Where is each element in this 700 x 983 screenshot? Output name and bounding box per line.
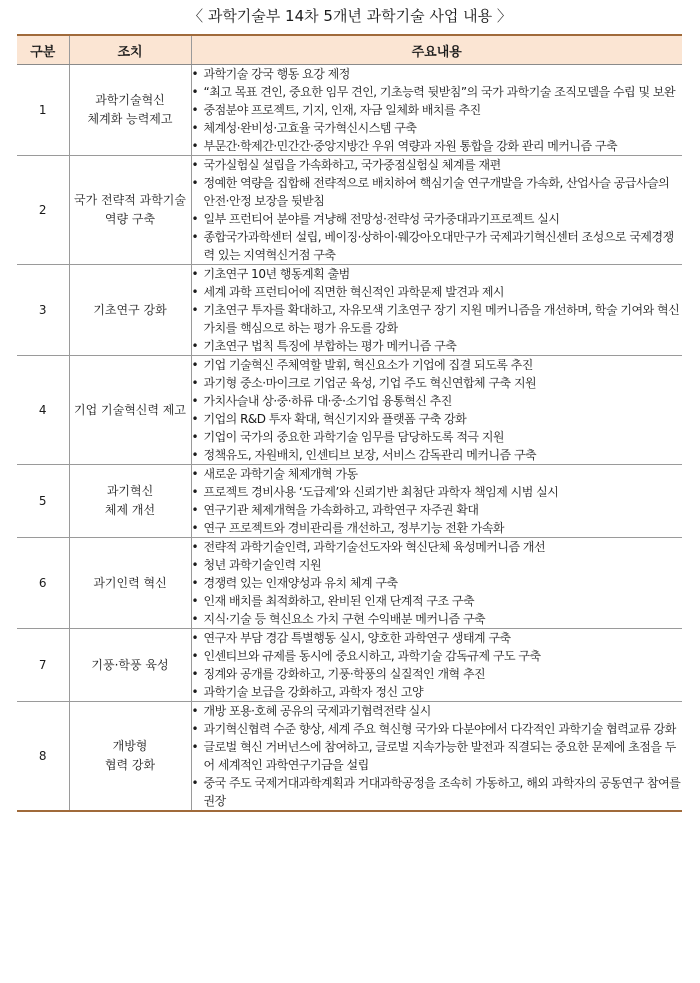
row-number: 8 <box>17 702 69 812</box>
table-row <box>17 65 682 156</box>
row-action: 기초연구 강화 <box>69 265 191 356</box>
row-action: 기업 기술혁신력 제고 <box>69 356 191 465</box>
list-item: • 정예한 역량을 집합해 전략적으로 배치하여 핵심기술 연구개발을 가속화, 산업사슬 공급사슬의 안전·안정 보장을 뒷받침 <box>192 174 683 210</box>
list-item: • 경쟁력 있는 인재양성과 유치 체계 구축 <box>192 574 683 592</box>
row-action: 기풍·학풍 육성 <box>69 629 191 702</box>
content-list <box>192 538 683 628</box>
list-item: • 세계 과학 프런티어에 직면한 혁신적인 과학문제 발견과 제시 <box>192 283 683 301</box>
content-list <box>192 629 683 701</box>
list-item: • 종합국가과학센터 설립, 베이징·상하이·웨강아오대만구가 국제과기혁신센터 조성으로 국제경쟁력 있는 지역혁신거점 구축 <box>192 228 683 264</box>
list-item: • 부문간·학제간·민간간·중앙지방간 우위 역량과 자원 통합을 강화 관리 메커니즘 구축 <box>192 137 683 155</box>
row-action: 개방형 협력 강화 <box>69 702 191 812</box>
row-action: 과학기술혁신 체계화 능력제고 <box>69 65 191 156</box>
list-item: • 청년 과학기술인력 지원 <box>192 556 683 574</box>
row-number: 7 <box>17 629 69 702</box>
table-row <box>17 465 682 538</box>
row-action: 과기혁신 체제 개선 <box>69 465 191 538</box>
row-action: 과기인력 혁신 <box>69 538 191 629</box>
list-item: • 체계성·완비성·고효율 국가혁신시스템 구축 <box>192 119 683 137</box>
row-number: 3 <box>17 265 69 356</box>
content-list <box>192 465 683 537</box>
row-number: 4 <box>17 356 69 465</box>
list-item: • 일부 프런티어 분야를 겨냥해 전망성·전략성 국가중대과기프로젝트 실시 <box>192 210 683 228</box>
table-row <box>17 538 682 629</box>
row-content <box>191 65 682 156</box>
list-item: • 기업 기술혁신 주체역할 발휘, 혁신요소가 기업에 집결 되도록 추진 <box>192 356 683 374</box>
list-item: • 기초연구 투자를 확대하고, 자유모색 기초연구 장기 지원 메커니즘을 개선하며, 학술 기여와 혁신 가치를 핵심으로 하는 평가 유도를 강화 <box>192 301 683 337</box>
plan-table <box>17 34 682 812</box>
content-list <box>192 356 683 464</box>
row-content <box>191 465 682 538</box>
list-item: • 기초연구 법칙 특징에 부합하는 평가 메커니즘 구축 <box>192 337 683 355</box>
list-item: • 글로벌 혁신 거버넌스에 참여하고, 글로벌 지속가능한 발전과 직결되는 중요한 문제에 초점을 두어 세계적인 과학연구기금을 설립 <box>192 738 683 774</box>
content-list <box>192 65 683 155</box>
content-list <box>192 702 683 810</box>
list-item: • 인재 배치를 최적화하고, 완비된 인재 단계적 구조 구축 <box>192 592 683 610</box>
list-item: • 새로운 과학기술 체제개혁 가동 <box>192 465 683 483</box>
list-item: • 지식·기술 등 혁신요소 가치 구현 수익배분 메커니즘 구축 <box>192 610 683 628</box>
row-number: 6 <box>17 538 69 629</box>
list-item: • 과학기술 강국 행동 요강 제정 <box>192 65 683 83</box>
list-item: • 중국 주도 국제거대과학계획과 거대과학공정을 조속히 가동하고, 해외 과학자의 공동연구 참여를 권장 <box>192 774 683 810</box>
row-number: 5 <box>17 465 69 538</box>
row-content <box>191 702 682 812</box>
list-item: • 정책유도, 자원배치, 인센티브 보장, 서비스 감독관리 메커니즘 구축 <box>192 446 683 464</box>
header-category: 구분 <box>17 35 69 65</box>
header-content: 주요내용 <box>191 35 682 65</box>
header-action: 조치 <box>69 35 191 65</box>
row-number: 1 <box>17 65 69 156</box>
content-list <box>192 265 683 355</box>
table-row <box>17 356 682 465</box>
list-item: • 인센티브와 규제를 동시에 중요시하고, 과학기술 감독규제 구도 구축 <box>192 647 683 665</box>
list-item: • 전략적 과학기술인력, 과학기술선도자와 혁신단체 육성메커니즘 개선 <box>192 538 683 556</box>
row-content <box>191 356 682 465</box>
row-action: 국가 전략적 과학기술 역량 구축 <box>69 156 191 265</box>
list-item: • “최고 목표 견인, 중요한 임무 견인, 기초능력 뒷받침”의 국가 과학기술 조직모델을 수립 및 보완 <box>192 83 683 101</box>
list-item: • 연구 프로젝트와 경비관리를 개선하고, 정부기능 전환 가속화 <box>192 519 683 537</box>
list-item: • 기업의 R&D 투자 확대, 혁신기지와 플랫폼 구축 강화 <box>192 410 683 428</box>
row-content <box>191 156 682 265</box>
list-item: • 중점분야 프로젝트, 기지, 인재, 자금 일체화 배치를 추진 <box>192 101 683 119</box>
table-row <box>17 629 682 702</box>
list-item: • 가치사슬내 상·중·하류 대·중·소기업 융통혁신 추진 <box>192 392 683 410</box>
list-item: • 기초연구 10년 행동계획 출범 <box>192 265 683 283</box>
list-item: • 과기혁신협력 수준 향상, 세계 주요 혁신형 국가와 다분야에서 다각적인 과학기술 협력교류 강화 <box>192 720 683 738</box>
row-number: 2 <box>17 156 69 265</box>
list-item: • 징계와 공개를 강화하고, 기풍·학풍의 실질적인 개혁 추진 <box>192 665 683 683</box>
table-body <box>17 65 682 812</box>
list-item: • 기업이 국가의 중요한 과학기술 임무를 담당하도록 적극 지원 <box>192 428 683 446</box>
table-row <box>17 156 682 265</box>
table-row <box>17 702 682 812</box>
list-item: • 국가실험실 설립을 가속화하고, 국가중점실험실 체계를 재편 <box>192 156 683 174</box>
list-item: • 개방 포용·호혜 공유의 국제과기협력전략 실시 <box>192 702 683 720</box>
row-content <box>191 538 682 629</box>
row-content <box>191 265 682 356</box>
list-item: • 연구자 부담 경감 특별행동 실시, 양호한 과학연구 생태계 구축 <box>192 629 683 647</box>
row-content <box>191 629 682 702</box>
list-item: • 과기형 중소·마이크로 기업군 육성, 기업 주도 혁신연합체 구축 지원 <box>192 374 683 392</box>
list-item: • 과학기술 보급을 강화하고, 과학자 정신 고양 <box>192 683 683 701</box>
list-item: • 연구기관 체제개혁을 가속화하고, 과학연구 자주권 확대 <box>192 501 683 519</box>
table-header-row <box>17 35 682 65</box>
list-item: • 프로젝트 경비사용 ‘도급제’와 신뢰기반 최첨단 과학자 책임제 시범 실시 <box>192 483 683 501</box>
content-list <box>192 156 683 264</box>
table-row <box>17 265 682 356</box>
page-title: 〈 과학기술부 14차 5개년 과학기술 사업 내용 〉 <box>188 7 512 25</box>
